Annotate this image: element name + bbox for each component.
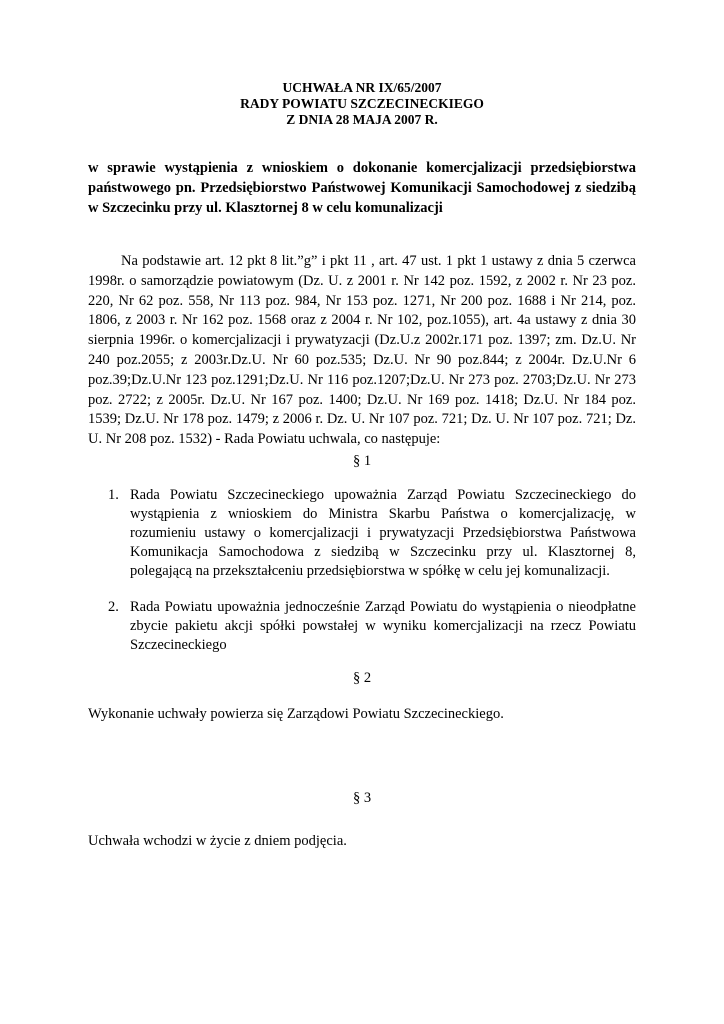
list-item-text: Rada Powiatu Szczecineckiego upoważnia Zarząd Powiatu Szczecineckiego do wystąpienia z wnioskiem do Ministra Skarbu Państwa o komercjalizację, w rozumieniu ustawy o komercjalizacji i prywatyzacji Przedsiębiorstwa Państwowa Komunikacja Samochodowa z siedzibą w Szczecinku przy ul. Klasztornej 8, polegającą na przekształceniu przedsiębiorstwa w spółkę w celu jej komunalizacji. (130, 487, 636, 579)
section-3-mark: § 3 (352, 790, 372, 806)
list-item-text: Rada Powiatu upoważnia jednocześnie Zarząd Powiatu do wystąpienia o nieodpłatne zbycie pakietu akcji spółki powstałej w wyniku komercjalizacji na rzecz Powiatu Szczecineckiego (130, 599, 636, 653)
list-item (88, 598, 636, 655)
section-1-mark: § 1 (352, 453, 372, 469)
section-2-text: Wykonanie uchwały powierza się Zarządowi Powiatu Szczecineckiego. (88, 706, 504, 722)
resolution-subject: w sprawie wystąpienia z wnioskiem o dokonanie komercjalizacji przedsiębiorstwa państwowego pn. Przedsiębiorstwo Państwowej Komunikacji Samochodowej z siedzibą w Szczecinku przy ul. Klasztornej 8 w celu komunalizacji (88, 160, 636, 216)
resolution-number: UCHWAŁA NR IX/65/2007 (282, 80, 442, 95)
council-name: RADY POWIATU SZCZECINECKIEGO (240, 96, 484, 111)
resolution-date: Z DNIA 28 MAJA 2007 R. (286, 112, 438, 127)
list-item (88, 486, 636, 581)
resolution-header (0, 80, 724, 128)
section-1-list (88, 486, 636, 655)
legal-basis-paragraph: Na podstawie art. 12 pkt 8 lit.”g” i pkt 11 , art. 47 ust. 1 pkt 1 ustawy z dnia 5 czerwca 1998r. o samorządzie powiatowym (Dz. U. z 2001 r. Nr 142 poz. 1592, z 2002 r. Nr 23 poz. 220, Nr 62 poz. 558, Nr 113 poz. 984, Nr 153 poz. 1271, Nr 200 poz. 1688 i Nr 214, poz. 1806, z 2003 r. Nr 162 poz. 1568 oraz z 2004 r. Nr 102, poz.1055), art. 4a ustawy z dnia 30 sierpnia 1996r. o komercjalizacji i prywatyzacji (Dz.U.z 2002r.171 poz. 1397; zm. Dz.U. Nr 240 poz.2055; z 2003r.Dz.U. Nr 60 poz.535; Dz.U. Nr 90 poz.844; z 2004r. Dz.U.Nr 6 poz.39;Dz.U.Nr 123 poz.1291;Dz.U. Nr 116 poz.1207;Dz.U. Nr 273 poz. 2703;Dz.U. Nr 273 poz. 2722; z 2005r. Dz.U. Nr 167 poz. 1400; Dz.U. Nr 169 poz. 1418; Dz.U. Nr 184 poz. 1539; Dz.U. Nr 178 poz. 1479; z 2006 r. Dz. U. Nr 107 poz. 721; Dz. U. Nr 107 poz. 721; Dz. U. Nr 208 poz. 1532) - Rada Powiatu uchwala, co następuje: (88, 253, 636, 448)
section-2-mark: § 2 (352, 670, 372, 686)
list-item-number: 2. (108, 599, 119, 615)
section-3-text: Uchwała wchodzi w życie z dniem podjęcia. (88, 833, 347, 849)
list-item-number: 1. (108, 487, 119, 503)
